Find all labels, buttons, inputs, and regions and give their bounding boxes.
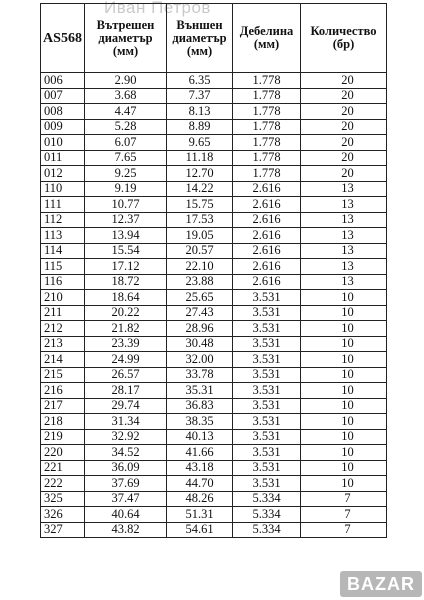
cell-inner-diameter: 18.64 bbox=[85, 290, 167, 306]
watermark-text: Иван Петров bbox=[104, 0, 211, 17]
cell-inner-diameter: 23.39 bbox=[85, 336, 167, 352]
cell-inner-diameter: 17.12 bbox=[85, 259, 167, 275]
cell-thickness: 3.531 bbox=[233, 460, 301, 476]
cell-as568-code: 009 bbox=[41, 119, 85, 135]
cell-inner-diameter: 37.47 bbox=[85, 491, 167, 507]
cell-inner-diameter: 24.99 bbox=[85, 352, 167, 368]
cell-thickness: 2.616 bbox=[233, 274, 301, 290]
cell-quantity: 10 bbox=[301, 336, 387, 352]
cell-outer-diameter: 15.75 bbox=[167, 197, 233, 213]
cell-inner-diameter: 40.64 bbox=[85, 507, 167, 523]
cell-outer-diameter: 28.96 bbox=[167, 321, 233, 337]
cell-thickness: 1.778 bbox=[233, 104, 301, 120]
cell-outer-diameter: 19.05 bbox=[167, 228, 233, 244]
table-row bbox=[41, 274, 387, 290]
cell-inner-diameter: 6.07 bbox=[85, 135, 167, 151]
cell-thickness: 1.778 bbox=[233, 88, 301, 104]
cell-as568-code: 218 bbox=[41, 414, 85, 430]
cell-as568-code: 220 bbox=[41, 445, 85, 461]
cell-outer-diameter: 9.65 bbox=[167, 135, 233, 151]
table-row bbox=[41, 135, 387, 151]
cell-quantity: 10 bbox=[301, 476, 387, 492]
cell-thickness: 2.616 bbox=[233, 197, 301, 213]
cell-as568-code: 010 bbox=[41, 135, 85, 151]
cell-quantity: 10 bbox=[301, 367, 387, 383]
table-row bbox=[41, 197, 387, 213]
cell-inner-diameter: 4.47 bbox=[85, 104, 167, 120]
cell-quantity: 20 bbox=[301, 119, 387, 135]
cell-outer-diameter: 12.70 bbox=[167, 166, 233, 182]
cell-inner-diameter: 26.57 bbox=[85, 367, 167, 383]
cell-inner-diameter: 28.17 bbox=[85, 383, 167, 399]
cell-inner-diameter: 32.92 bbox=[85, 429, 167, 445]
table-body bbox=[41, 73, 387, 538]
cell-inner-diameter: 2.90 bbox=[85, 73, 167, 89]
header-row bbox=[41, 4, 387, 73]
cell-as568-code: 114 bbox=[41, 243, 85, 259]
cell-outer-diameter: 38.35 bbox=[167, 414, 233, 430]
cell-quantity: 20 bbox=[301, 166, 387, 182]
cell-inner-diameter: 5.28 bbox=[85, 119, 167, 135]
cell-outer-diameter: 8.13 bbox=[167, 104, 233, 120]
cell-as568-code: 113 bbox=[41, 228, 85, 244]
cell-thickness: 5.334 bbox=[233, 522, 301, 538]
cell-thickness: 2.616 bbox=[233, 212, 301, 228]
cell-outer-diameter: 11.18 bbox=[167, 150, 233, 166]
cell-quantity: 13 bbox=[301, 228, 387, 244]
cell-outer-diameter: 51.31 bbox=[167, 507, 233, 523]
oring-size-table bbox=[40, 3, 387, 538]
table-row bbox=[41, 507, 387, 523]
cell-thickness: 3.531 bbox=[233, 476, 301, 492]
cell-thickness: 3.531 bbox=[233, 383, 301, 399]
cell-inner-diameter: 36.09 bbox=[85, 460, 167, 476]
oring-size-table-container bbox=[40, 3, 386, 538]
cell-outer-diameter: 7.37 bbox=[167, 88, 233, 104]
cell-as568-code: 111 bbox=[41, 197, 85, 213]
table-row bbox=[41, 491, 387, 507]
cell-quantity: 10 bbox=[301, 429, 387, 445]
cell-as568-code: 115 bbox=[41, 259, 85, 275]
cell-quantity: 13 bbox=[301, 197, 387, 213]
cell-as568-code: 211 bbox=[41, 305, 85, 321]
cell-thickness: 3.531 bbox=[233, 321, 301, 337]
cell-outer-diameter: 54.61 bbox=[167, 522, 233, 538]
cell-outer-diameter: 27.43 bbox=[167, 305, 233, 321]
cell-as568-code: 216 bbox=[41, 383, 85, 399]
table-row bbox=[41, 305, 387, 321]
cell-thickness: 1.778 bbox=[233, 166, 301, 182]
cell-thickness: 1.778 bbox=[233, 73, 301, 89]
table-row bbox=[41, 150, 387, 166]
cell-quantity: 20 bbox=[301, 88, 387, 104]
cell-as568-code: 219 bbox=[41, 429, 85, 445]
cell-inner-diameter: 9.25 bbox=[85, 166, 167, 182]
table-row bbox=[41, 259, 387, 275]
cell-quantity: 20 bbox=[301, 135, 387, 151]
table-row bbox=[41, 398, 387, 414]
cell-as568-code: 112 bbox=[41, 212, 85, 228]
cell-outer-diameter: 25.65 bbox=[167, 290, 233, 306]
cell-outer-diameter: 22.10 bbox=[167, 259, 233, 275]
table-row bbox=[41, 476, 387, 492]
cell-quantity: 7 bbox=[301, 522, 387, 538]
cell-quantity: 7 bbox=[301, 507, 387, 523]
header-as568: AS568 bbox=[41, 4, 85, 73]
cell-thickness: 3.531 bbox=[233, 336, 301, 352]
cell-quantity: 10 bbox=[301, 460, 387, 476]
cell-outer-diameter: 32.00 bbox=[167, 352, 233, 368]
cell-thickness: 3.531 bbox=[233, 367, 301, 383]
cell-inner-diameter: 29.74 bbox=[85, 398, 167, 414]
cell-as568-code: 222 bbox=[41, 476, 85, 492]
cell-thickness: 3.531 bbox=[233, 445, 301, 461]
cell-as568-code: 327 bbox=[41, 522, 85, 538]
table-row bbox=[41, 352, 387, 368]
table-row bbox=[41, 321, 387, 337]
table-row bbox=[41, 460, 387, 476]
cell-outer-diameter: 14.22 bbox=[167, 181, 233, 197]
cell-thickness: 2.616 bbox=[233, 243, 301, 259]
cell-inner-diameter: 13.94 bbox=[85, 228, 167, 244]
cell-as568-code: 110 bbox=[41, 181, 85, 197]
cell-quantity: 13 bbox=[301, 181, 387, 197]
table-row bbox=[41, 212, 387, 228]
cell-as568-code: 326 bbox=[41, 507, 85, 523]
cell-outer-diameter: 33.78 bbox=[167, 367, 233, 383]
cell-outer-diameter: 30.48 bbox=[167, 336, 233, 352]
cell-quantity: 20 bbox=[301, 104, 387, 120]
cell-inner-diameter: 15.54 bbox=[85, 243, 167, 259]
table-row bbox=[41, 414, 387, 430]
table-row bbox=[41, 88, 387, 104]
cell-as568-code: 210 bbox=[41, 290, 85, 306]
cell-thickness: 3.531 bbox=[233, 290, 301, 306]
cell-as568-code: 007 bbox=[41, 88, 85, 104]
cell-as568-code: 213 bbox=[41, 336, 85, 352]
cell-inner-diameter: 34.52 bbox=[85, 445, 167, 461]
cell-outer-diameter: 35.31 bbox=[167, 383, 233, 399]
cell-inner-diameter: 21.82 bbox=[85, 321, 167, 337]
cell-inner-diameter: 20.22 bbox=[85, 305, 167, 321]
cell-as568-code: 012 bbox=[41, 166, 85, 182]
table-row bbox=[41, 104, 387, 120]
cell-quantity: 10 bbox=[301, 398, 387, 414]
cell-quantity: 10 bbox=[301, 321, 387, 337]
cell-quantity: 10 bbox=[301, 383, 387, 399]
cell-thickness: 2.616 bbox=[233, 181, 301, 197]
cell-inner-diameter: 31.34 bbox=[85, 414, 167, 430]
cell-quantity: 10 bbox=[301, 290, 387, 306]
cell-inner-diameter: 18.72 bbox=[85, 274, 167, 290]
cell-inner-diameter: 9.19 bbox=[85, 181, 167, 197]
cell-outer-diameter: 6.35 bbox=[167, 73, 233, 89]
cell-as568-code: 215 bbox=[41, 367, 85, 383]
cell-as568-code: 116 bbox=[41, 274, 85, 290]
table-row bbox=[41, 522, 387, 538]
cell-quantity: 13 bbox=[301, 259, 387, 275]
cell-as568-code: 006 bbox=[41, 73, 85, 89]
cell-outer-diameter: 44.70 bbox=[167, 476, 233, 492]
cell-thickness: 3.531 bbox=[233, 352, 301, 368]
cell-inner-diameter: 3.68 bbox=[85, 88, 167, 104]
cell-quantity: 20 bbox=[301, 150, 387, 166]
table-row bbox=[41, 228, 387, 244]
table-row bbox=[41, 367, 387, 383]
cell-thickness: 1.778 bbox=[233, 135, 301, 151]
cell-thickness: 3.531 bbox=[233, 414, 301, 430]
bazar-logo: BAZAR bbox=[340, 571, 422, 597]
cell-thickness: 5.334 bbox=[233, 507, 301, 523]
cell-inner-diameter: 12.37 bbox=[85, 212, 167, 228]
cell-outer-diameter: 36.83 bbox=[167, 398, 233, 414]
cell-thickness: 1.778 bbox=[233, 150, 301, 166]
cell-outer-diameter: 8.89 bbox=[167, 119, 233, 135]
table-row bbox=[41, 429, 387, 445]
table-row bbox=[41, 119, 387, 135]
table-row bbox=[41, 166, 387, 182]
cell-thickness: 3.531 bbox=[233, 398, 301, 414]
table-row bbox=[41, 243, 387, 259]
cell-inner-diameter: 43.82 bbox=[85, 522, 167, 538]
cell-as568-code: 217 bbox=[41, 398, 85, 414]
cell-inner-diameter: 7.65 bbox=[85, 150, 167, 166]
cell-as568-code: 214 bbox=[41, 352, 85, 368]
table-row bbox=[41, 290, 387, 306]
cell-quantity: 10 bbox=[301, 414, 387, 430]
cell-thickness: 1.778 bbox=[233, 119, 301, 135]
table-row bbox=[41, 73, 387, 89]
cell-inner-diameter: 10.77 bbox=[85, 197, 167, 213]
cell-thickness: 3.531 bbox=[233, 429, 301, 445]
cell-quantity: 10 bbox=[301, 352, 387, 368]
cell-inner-diameter: 37.69 bbox=[85, 476, 167, 492]
cell-outer-diameter: 20.57 bbox=[167, 243, 233, 259]
cell-outer-diameter: 17.53 bbox=[167, 212, 233, 228]
cell-thickness: 2.616 bbox=[233, 228, 301, 244]
table-header bbox=[41, 4, 387, 73]
cell-quantity: 20 bbox=[301, 73, 387, 89]
cell-as568-code: 008 bbox=[41, 104, 85, 120]
cell-thickness: 2.616 bbox=[233, 259, 301, 275]
cell-thickness: 5.334 bbox=[233, 491, 301, 507]
cell-outer-diameter: 43.18 bbox=[167, 460, 233, 476]
cell-quantity: 13 bbox=[301, 212, 387, 228]
cell-outer-diameter: 48.26 bbox=[167, 491, 233, 507]
header-outer-diameter: Външен диаметър (мм) bbox=[167, 4, 233, 73]
cell-as568-code: 221 bbox=[41, 460, 85, 476]
table-row bbox=[41, 383, 387, 399]
cell-outer-diameter: 40.13 bbox=[167, 429, 233, 445]
cell-quantity: 7 bbox=[301, 491, 387, 507]
header-quantity: Количество (бр) bbox=[301, 4, 387, 73]
cell-as568-code: 325 bbox=[41, 491, 85, 507]
table-row bbox=[41, 445, 387, 461]
cell-thickness: 3.531 bbox=[233, 305, 301, 321]
cell-quantity: 13 bbox=[301, 243, 387, 259]
cell-quantity: 10 bbox=[301, 445, 387, 461]
table-row bbox=[41, 336, 387, 352]
cell-outer-diameter: 41.66 bbox=[167, 445, 233, 461]
cell-quantity: 10 bbox=[301, 305, 387, 321]
header-thickness: Дебелина (мм) bbox=[233, 4, 301, 73]
cell-as568-code: 212 bbox=[41, 321, 85, 337]
header-inner-diameter: Вътрешен диаметър (мм) bbox=[85, 4, 167, 73]
cell-as568-code: 011 bbox=[41, 150, 85, 166]
table-row bbox=[41, 181, 387, 197]
cell-quantity: 13 bbox=[301, 274, 387, 290]
cell-outer-diameter: 23.88 bbox=[167, 274, 233, 290]
